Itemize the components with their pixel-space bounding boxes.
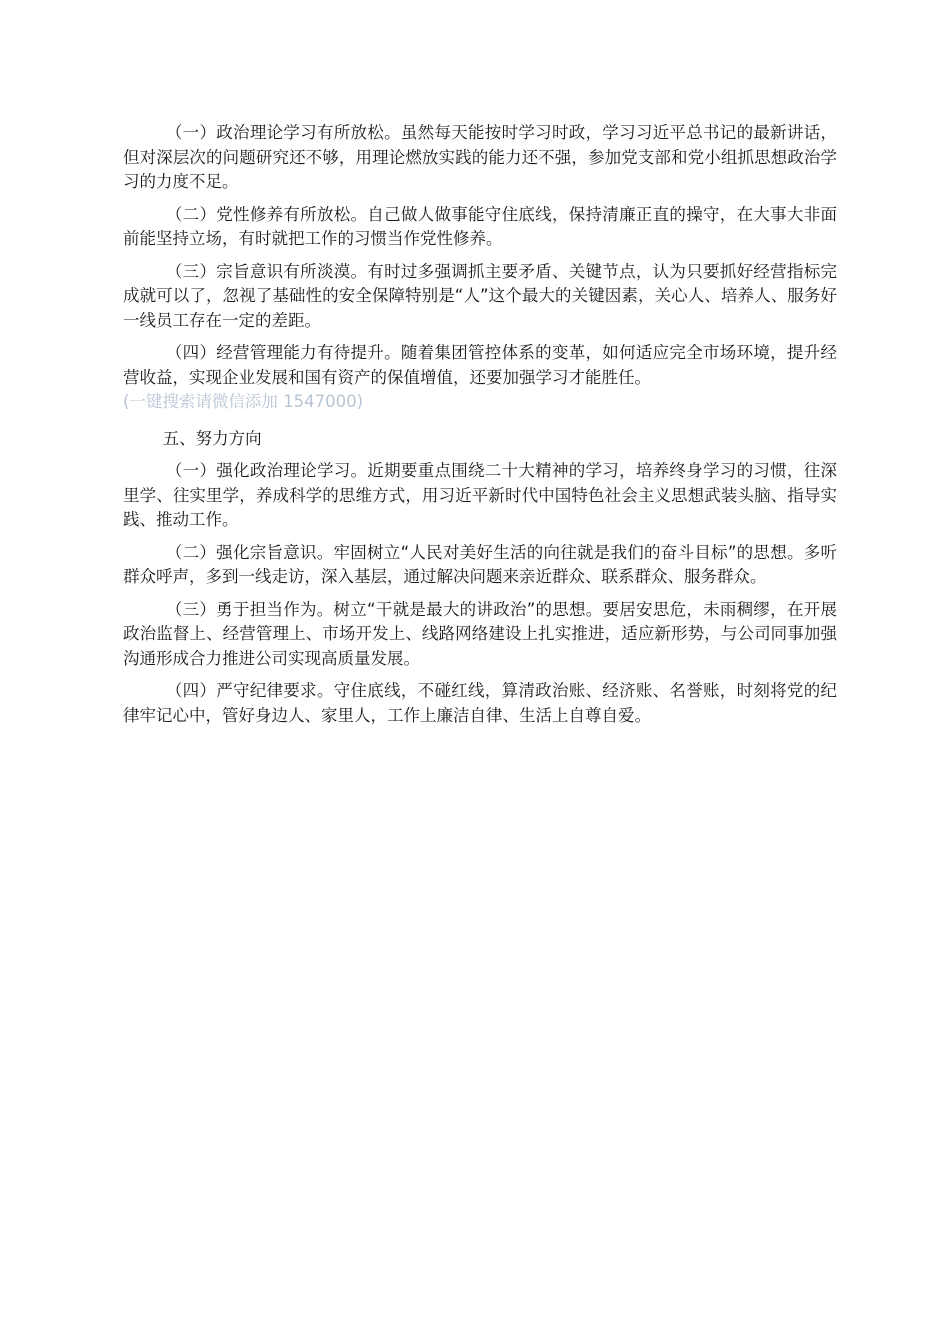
paragraph-strengthen-theory-study: （一）强化政治理论学习。近期要重点围绕二十大精神的学习，培养终身学习的习惯，往深里学、往实里学，养成科学的思维方式，用习近平新时代中国特色社会主义思想武装头脑、指导实践、推动工作。 <box>123 461 837 529</box>
paragraph-take-responsibility: （三）勇于担当作为。树立“干就是最大的讲政治”的思想。要居安思危，未雨稠缪，在开展政治监督上、经营管理上、市场开发上、线路网络建设上扎实推进，适应新形势，与公司同事加强沟通形成合力推进公司实现高质量发展。 <box>123 599 837 668</box>
paragraph-discipline: （四）严守纪律要求。守住底线，不碰红线，算清政治账、经济账、名誉账，时刻将党的纪律牢记心中，管好身边人、家里人，工作上廉洁自律、生活上自尊自爱。 <box>123 681 837 725</box>
document-body <box>123 121 837 736</box>
paragraph-political-theory-study: （一）政治理论学习有所放松。虽然每天能按时学习时政，学习习近平总书记的最新讲话，但对深层次的问题研究还不够，用理论燃放实践的能力还不强，参加党支部和党小组抓思想政治学习的力度不足。 <box>123 123 837 191</box>
paragraph-party-spirit: （二）党性修养有所放松。自己做人做事能守住底线，保持清廉正直的操守，在大事大非面前能坚持立场，有时就把工作的习惯当作党性修养。 <box>123 204 837 248</box>
watermark-text: (一键搜索请微信添加 1547000) <box>123 392 364 411</box>
paragraph-strengthen-purpose: （二）强化宗旨意识。牢固树立“人民对美好生活的向往就是我们的奋斗目标”的思想。多听群众呼声，多到一线走访，深入基层，通过解决问题来亲近群众、联系群众、服务群众。 <box>123 542 837 586</box>
paragraph-purpose-awareness: （三）宗旨意识有所淡漠。有时过多强调抓主要矛盾、关键节点，认为只要抓好经营指标完成就可以了，忽视了基础性的安全保障特别是“人”这个最大的关键因素，关心人、培养人、服务好一线员工存在一定的差距。 <box>123 261 837 330</box>
section-heading-effort-direction: 五、努力方向 <box>162 428 262 448</box>
paragraph-management-ability: （四）经营管理能力有待提升。随着集团管控体系的变革，如何适应完全市场环境，提升经营收益，实现企业发展和国有资产的保值增值，还要加强学习才能胜任。 <box>123 343 837 387</box>
